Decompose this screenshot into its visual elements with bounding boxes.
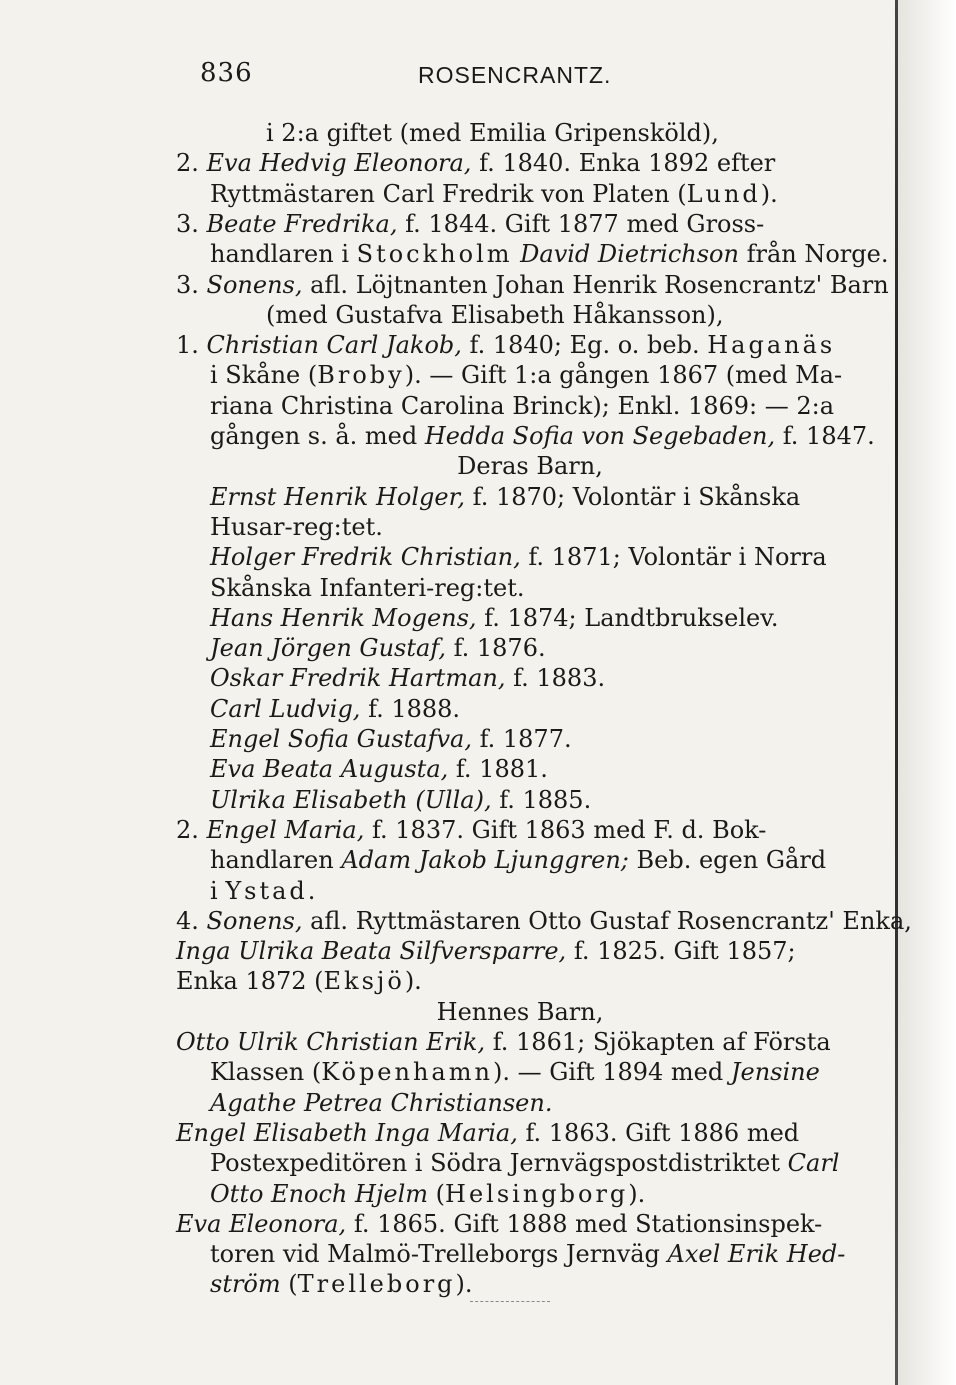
text-segment: Ulrika Elisabeth (Ulla), <box>210 785 492 814</box>
text-line <box>176 1027 866 1057</box>
text-segment: Eksjö <box>323 967 405 996</box>
page-edge-line <box>895 0 898 1385</box>
text-segment: f. 1840. Enka 1892 efter <box>471 149 776 178</box>
text-segment: . <box>307 876 316 905</box>
text-segment: Axel Erik Hed- <box>667 1240 846 1269</box>
text-line <box>210 512 610 542</box>
text-segment: f. 1871; Volontär i Norra <box>520 543 827 572</box>
text-segment: Oskar Fredrik Hartman, <box>210 664 506 693</box>
text-line <box>210 1088 710 1118</box>
text-segment: f. 1847. <box>775 422 875 450</box>
text-segment: ). <box>760 179 778 208</box>
text-segment: f. 1877. <box>471 725 572 753</box>
text-line <box>210 785 610 815</box>
text-segment: Engel Elisabeth Inga Maria, <box>176 1118 518 1147</box>
text-segment: gången s. å. med <box>210 422 425 450</box>
text-segment: f. 1844. Gift 1877 med Gross- <box>397 209 765 238</box>
text-segment: ). — Gift 1:a gången 1867 (med Ma- <box>404 361 843 390</box>
text-segment: Engel Sofia Gustafva, <box>210 725 472 753</box>
text-line <box>210 482 860 512</box>
text-segment: Stockholm <box>356 240 513 269</box>
text-line <box>266 300 766 330</box>
text-segment: Lund <box>686 179 761 208</box>
text-line <box>210 603 810 633</box>
text-segment: 1. <box>176 331 207 360</box>
text-line <box>210 754 610 784</box>
text-segment: f. 1861; Sjökapten af Första <box>485 1028 831 1056</box>
text-segment: Adam Jakob Ljunggren; <box>341 846 629 875</box>
text-segment: Otto Enoch Hjelm <box>210 1179 429 1208</box>
text-segment: Jensine <box>730 1058 820 1087</box>
text-segment: ). <box>404 967 422 996</box>
text-line <box>176 270 889 300</box>
text-segment: Ernst Henrik Holger, <box>210 482 466 511</box>
text-segment: Trelleborg <box>297 1270 456 1299</box>
text-line <box>210 1239 860 1269</box>
text-segment: ( <box>428 1179 446 1208</box>
text-segment: 3. <box>176 209 207 238</box>
text-segment: f. 1863. Gift 1886 med <box>517 1118 800 1147</box>
text-segment: 4. <box>176 906 207 935</box>
text-segment: f. 1888. <box>360 694 461 723</box>
text-segment: ). <box>455 1270 473 1299</box>
text-segment: 2. <box>176 149 207 178</box>
text-segment: (med Gustafva Elisabeth Håkansson), <box>266 300 724 329</box>
text-segment: ( <box>280 1270 298 1299</box>
text-segment: Beb. egen Gård <box>628 846 827 875</box>
text-segment: Haganäs <box>707 331 836 360</box>
text-segment: Carl <box>787 1149 840 1178</box>
text-segment: f. 1840; Eg. o. beb. <box>461 331 708 360</box>
text-segment: Sonens, <box>206 906 303 935</box>
text-line <box>210 724 610 754</box>
text-segment: 2. <box>176 815 207 844</box>
text-line <box>210 845 860 875</box>
text-line <box>176 1209 866 1239</box>
text-segment: f. 1874; Landtbrukselev. <box>476 603 779 632</box>
text-segment: Ryttmästaren Carl Fredrik von Platen ( <box>210 179 687 208</box>
text-segment: afl. Ryttmästaren Otto Gustaf Rosencrantz' Enka, <box>302 906 912 935</box>
footer-rule <box>470 1301 550 1302</box>
text-segment: ström <box>210 1270 281 1299</box>
text-line <box>210 876 410 906</box>
text-segment: Jean Jörgen Gustaf, <box>210 634 446 663</box>
text-segment: David Dietrichson <box>520 240 739 269</box>
text-line <box>420 997 620 1027</box>
running-title: ROSENCRANTZ. <box>418 62 612 88</box>
text-line <box>210 179 810 209</box>
page-edge-shadow <box>898 0 956 1385</box>
text-segment: handlaren i <box>210 240 357 269</box>
text-segment: Eva Eleonora, <box>176 1209 347 1238</box>
text-line <box>176 1118 866 1148</box>
text-segment: Eva Hedvig Eleonora, <box>206 149 472 178</box>
text-segment: Husar-reg:tet. <box>210 512 383 541</box>
text-segment: Ystad <box>225 876 308 905</box>
text-segment: Köpenhamn <box>321 1058 493 1087</box>
text-segment: Carl Ludvig, <box>210 694 361 723</box>
text-line <box>210 239 889 269</box>
text-line <box>266 118 856 148</box>
text-line <box>210 391 860 421</box>
text-segment: Hans Henrik Mogens, <box>210 603 477 632</box>
text-segment: Broby <box>317 361 405 390</box>
text-segment: toren vid Malmö-Trelleborgs Jernväg <box>210 1240 668 1269</box>
text-segment: Eva Beata Augusta, <box>210 755 449 784</box>
text-line <box>176 148 860 178</box>
text-segment: i <box>210 876 226 905</box>
text-line <box>210 663 610 693</box>
text-segment: Sonens, <box>206 270 303 299</box>
text-segment: Helsingborg <box>445 1179 629 1208</box>
text-segment: Engel Maria, <box>206 815 365 844</box>
text-line <box>210 1269 610 1299</box>
text-segment: i Skåne ( <box>210 361 318 390</box>
text-segment: handlaren <box>210 846 342 875</box>
text-segment: riana Christina Carolina Brinck); Enkl. 1869: — 2:a <box>210 391 835 420</box>
text-segment: Deras Barn, <box>457 452 603 481</box>
text-segment: Enka 1872 ( <box>176 967 324 996</box>
text-line <box>430 451 630 481</box>
text-segment: från Norge. <box>738 240 889 269</box>
text-segment: i 2:a giftet (med Emilia Gripensköld), <box>266 119 719 147</box>
text-segment <box>513 240 521 268</box>
text-segment: ). <box>628 1179 646 1208</box>
text-segment: afl. Löjtnanten Johan Henrik Rosencrantz' Barn <box>302 270 889 299</box>
text-segment: Skånska Infanteri-reg:tet. <box>210 573 525 602</box>
text-segment: 3. <box>176 270 207 299</box>
page-number: 836 <box>200 58 253 88</box>
text-line <box>176 936 866 966</box>
text-segment: f. 1865. Gift 1888 med Stationsinspek- <box>346 1209 823 1238</box>
text-line <box>176 330 866 360</box>
text-segment: Agathe Petrea Christiansen. <box>210 1088 553 1117</box>
text-segment: f. 1876. <box>445 634 546 663</box>
text-segment: Hennes Barn, <box>436 997 604 1026</box>
text-line <box>176 966 576 996</box>
text-line <box>210 633 610 663</box>
text-line <box>210 360 860 390</box>
text-line <box>210 1148 860 1178</box>
text-segment: f. 1881. <box>448 755 548 784</box>
text-segment: Inga Ulrika Beata Silfversparre, <box>176 937 567 966</box>
page-header <box>200 58 640 94</box>
text-line <box>210 694 510 724</box>
text-line <box>176 815 866 845</box>
text-segment: Holger Fredrik Christian, <box>210 543 521 572</box>
text-line <box>210 1057 860 1087</box>
text-line <box>210 1179 810 1209</box>
text-line <box>210 421 875 451</box>
text-segment: Beate Fredrika, <box>206 209 398 238</box>
text-segment: f. 1885. <box>491 785 592 814</box>
text-segment: ). — Gift 1894 med <box>492 1058 731 1087</box>
text-segment: Hedda Sofia von Segebaden, <box>424 422 776 450</box>
text-segment: Christian Carl Jakob, <box>206 331 462 360</box>
text-line <box>176 209 860 239</box>
text-segment: Postexpeditören i Södra Jernvägspostdistriktet <box>210 1149 788 1178</box>
text-line <box>210 573 710 603</box>
text-segment: Klassen ( <box>210 1058 322 1087</box>
text-segment: f. 1883. <box>505 664 606 693</box>
text-line <box>176 906 912 936</box>
text-line <box>210 542 860 572</box>
text-segment: Otto Ulrik Christian Erik, <box>176 1028 486 1056</box>
text-segment: f. 1870; Volontär i Skånska <box>465 482 801 511</box>
text-segment: f. 1825. Gift 1857; <box>566 937 796 966</box>
text-segment: f. 1837. Gift 1863 med F. d. Bok- <box>364 815 767 844</box>
